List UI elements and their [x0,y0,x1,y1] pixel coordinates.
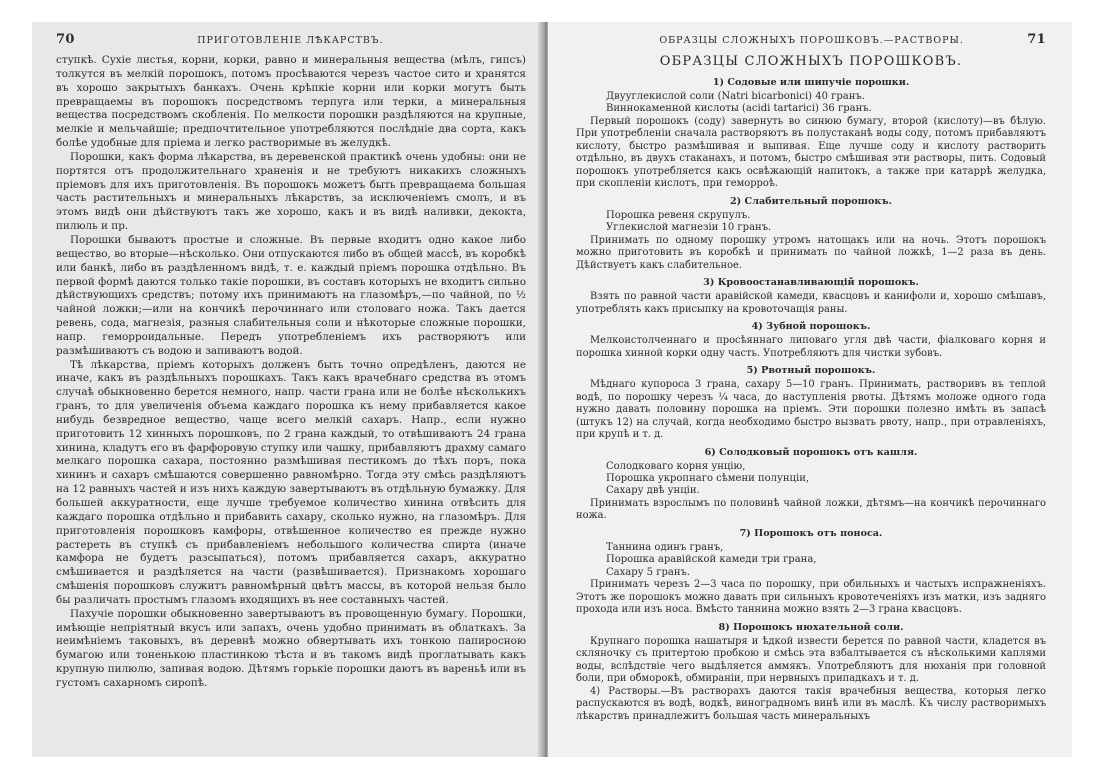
recipe-instructions: Принимать взрослымъ по половинѣ чайной ложки, дѣтямъ—на кончикѣ перочиннаго ножа. [576,497,1046,522]
recipe-instructions: Взять по равной части аравійской камеди, квасцовъ и канифоли и, хорошо смѣшавъ, употреблять какъ присыпку на кровоточащія раны. [576,291,1046,315]
left-running-title: ПРИГОТОВЛЕНІЕ ЛѢКАРСТВЪ. [197,35,384,46]
left-paragraph: Порошки бываютъ простые и сложные. Въ первые входитъ одно какое либо вещество, во вторые—нѣсколько. Они отпускаются либо въ общей массѣ, въ коробкѣ или банкѣ, либо въ раздѣленномъ видѣ, т. е. каждый пріемъ порошка отдѣльно. Въ первой формѣ даются только такіе порошки, въ составъ которыхъ не входитъ сильно дѣйствующихъ средствъ; потому ихъ принимаютъ на глазомѣръ,—по чайной, по ½ чайной ложки;—или на кончикѣ перочиннаго или столоваго ножа. Такъ дается ревень, сода, магнезія, разныя слабительныя соли и нѣкоторые сложные порошки, напр. геморроидальные. Передъ употребленіемъ ихъ растворяютъ или размѣшиваютъ съ водою и запиваютъ водой. [56,233,526,357]
final-paragraph: 4) Растворы.—Въ растворахъ даются такія врачебныя вещества, которыя легко распускаются въ водѣ, водкѣ, виноградномъ винѣ или въ маслѣ. Къ числу растворимыхъ лѣкарствъ принадлежитъ большая часть минеральныхъ [576,685,1046,722]
left-paragraph: Пахучіе порошки обыкновенно завертываютъ въ провощенную бумагу. Порошки, имѣющіе непріятный вкусъ или запахъ, очень удобно принимать въ облаткахъ. За неимѣніемъ таковыхъ, въ деревнѣ можно обвертывать ихъ тонкою папиросною бумагою или тоненькою пластинкою тѣста и въ такомъ видѣ проглатывать какъ крупную пилюлю, запивая водою. Дѣтямъ горькіе порошки даютъ въ вареньѣ или въ густомъ сахарномъ сиропѣ. [56,607,526,689]
right-running-head [576,32,1046,47]
recipe-ingredient: Сахару 5 гранъ. [606,566,691,578]
recipe-ingredient: Порошка укропнаго сѣмени полунціи, [606,473,810,485]
recipe-heading: 1) Содовые или шипучіе порошки. [712,77,910,88]
left-paragraph: Тѣ лѣкарства, пріемъ которыхъ долженъ быть точно опредѣленъ, даются не иначе, какъ въ раздѣльныхъ порошкахъ. Такъ какъ врачебнаго средства въ этомъ случаѣ обыкновенно берется немного, напр. части грана или не болѣе нѣсколькихъ гранъ, то для увеличенія объема каждаго порошка къ нему прибавляется какое нибудь безвредное вещество, чаще всего мелкій сахаръ. Напр., если нужно приготовить 12 хинныхъ порошковъ, по 2 грана каждый, то отвѣшиваютъ 24 грана хинина, кладутъ его въ фарфоровую ступку или чашку, прибавляютъ драхму самаго мелкаго порошка сахара, постоянно размѣшивая пестикомъ до тѣхъ поръ, пока хининъ и сахаръ смѣшаются совершенно равномѣрно. Тогда эту смѣсь раздѣляютъ на 12 равныхъ частей и изъ нихъ каждую завертываютъ въ отдѣльную бумажку. Для большей аккуратности, еще лучше требуемое количество хинина отвѣсить для каждаго порошка отдѣльно и прибавить сахару, сколько нужно, на глазомѣръ. Для приготовленія порошковъ камфоры, отвѣшенное количество ея прежде нужно растереть въ ступкѣ съ прибавленіемъ небольшого количества спирта (иначе камфора не будетъ разсыпаться), потомъ прибавляется сахаръ, аккуратно смѣшивается и раздѣляется на части (развѣшивается). Признакомъ хорошаго смѣшенія порошковъ служитъ равномѣрный цвѣтъ массы, въ которой нельзя было бы различать простымъ глазомъ входящихъ въ нее составныхъ частей. [56,358,526,606]
recipe-ingredient: Виннокаменной кислоты (acidi tartarici) 36 гранъ. [606,103,872,115]
recipe-heading: 7) Порошокъ отъ поноса. [739,527,883,539]
left-running-head [56,32,526,47]
recipe-heading: 4) Зубной порошокъ. [751,321,871,333]
recipe-ingredient: Солодковаго корня унцію, [606,460,746,472]
right-page-number: 71 [1027,32,1046,47]
right-page-body [576,77,1046,686]
recipe-ingredient: Двууглекислой соли (Natri bicarbonici) 40 гранъ. [606,91,865,102]
recipe-ingredient: Углекислой магнезіи 10 гранъ. [606,222,772,234]
recipe-instructions: Принимать по одному порошку утромъ натощакъ или на ночь. Этотъ порошокъ можно приготовить въ коробкѣ и принимать по чайной ложкѣ, 1—2 раза въ день. Дѣйствуетъ какъ слабительное. [576,234,1046,271]
recipe-instructions: Мѣднаго купороса 3 грана, сахару 5—10 гранъ. Принимать, растворивъ въ теплой водѣ, по порошку черезъ ¼ часа, до наступленія рвоты. Дѣтямъ моложе одного года нужно давать половину порошка на пріемъ. Эти порошки полезно имѣть въ запасѣ (штукъ 12) на случай, когда необходимо быстро вызвать рвоту, напр., при отравленіяхъ, при крупѣ и т. д. [576,379,1046,441]
recipe-ingredient: Порошка аравійской камеди три грана, [606,554,817,566]
recipe-heading: 3) Кровоостанавливающій порошокъ. [703,277,919,289]
section-main-title: ОБРАЗЦЫ СЛОЖНЫХЪ ПОРОШКОВЪ. [659,54,963,69]
book-spread [32,22,1072,757]
recipe-ingredient: Таннина одинъ гранъ, [606,541,724,553]
left-page [32,22,544,757]
recipe-heading: 2) Слабительный порошокъ. [730,195,892,207]
left-paragraph: ступкѣ. Сухіе листья, корни, корки, равно и минеральныя вещества (мѣлъ, гипсъ) толкутся въ мелкій порошокъ, потомъ просѣваются черезъ частое сито и хранятся въ хорошо закрытыхъ банкахъ. Очень крѣпкіе корни или корки могутъ быть превращаемы въ порошокъ посредствомъ терпуга или терки, а минеральныя вещества посредствомъ скобленія. По мелкости порошки раздѣляются на крупные, мелкіе и мельчайшіе; предпочтительное употребляются послѣдніе два сорта, какъ болѣе удобные для пріема и легко растворимые въ желудкѣ. [56,54,526,150]
recipe-instructions: Принимать черезъ 2—3 часа по порошку, при обильныхъ и частыхъ испражненіяхъ. Этотъ же порошокъ можно давать при сильныхъ кровотеченіяхъ изъ матки, изъ задняго прохода или изъ носа. Вмѣсто таннина можно взять 2—3 грана квасцовъ. [576,579,1046,616]
recipe-heading: 8) Порошокъ нюхательной соли. [718,621,904,633]
right-running-title: ОБРАЗЦЫ СЛОЖНЫХЪ ПОРОШКОВЪ.—РАСТВОРЫ. [659,35,964,46]
recipe-heading: 6) Солодковый порошокъ отъ кашля. [704,446,918,458]
recipe-ingredient: Порошка ревеня скрупулъ. [606,209,751,221]
left-page-number: 70 [56,32,75,47]
recipe-heading: 5) Рвотный порошокъ. [746,365,876,377]
left-page-body [56,54,526,691]
recipe-instructions: Крупнаго порошка нашатыря и ѣдкой извести берется по равной части, кладется въ скляночку съ притертою пробкою и смѣсь эта взбалтывается съ нѣсколькими каплями воды, вслѣдствіе чего выдѣляется аммякъ. Употребляютъ для нюханія при головной боли, при обморокѣ, обмираніи, при нервныхъ припадкахъ и т. д. [576,635,1046,685]
right-page [548,22,1072,757]
recipe-instructions: Первый порошокъ (соду) завернуть во синюю бумагу, второй (кислоту)—въ бѣлую. При употребленіи сначала растворяютъ въ полустаканѣ воды соду, потомъ прибавляютъ кислоту, быстро размѣшивая и выпивая. Еще лучше соду и кислоту растворить отдѣльно, въ двухъ стаканахъ, и потомъ, быстро смѣшивая эти растворы, пить. Содовый порошокъ употребляется какъ освѣжающій напитокъ, а также при катаррѣ желудка, при скопленіи кислотъ, при геморроѣ. [576,115,1046,190]
recipe-instructions: Мелкоистолченнаго и просѣяннаго липоваго угля двѣ части, фіалковаго корня и порошка хинной корки одну часть. Употребляютъ для чистки зубовъ. [576,335,1046,359]
left-paragraph: Порошки, какъ форма лѣкарства, въ деревенской практикѣ очень удобны: они не портятся отъ продолжительнаго храненія и не требуютъ никакихъ сложныхъ пріемовъ для ихъ приготовленія. Въ порошокъ можетъ быть превращаема большая часть растительныхъ и минеральныхъ лѣкарствъ, за исключеніемъ смолъ, и въ этомъ видѣ они дѣйствуютъ такъ же хорошо, какъ и въ видѣ наливки, декокта, пилюль и пр. [56,150,526,233]
recipe-ingredient: Сахару двѣ унціи. [606,485,700,497]
